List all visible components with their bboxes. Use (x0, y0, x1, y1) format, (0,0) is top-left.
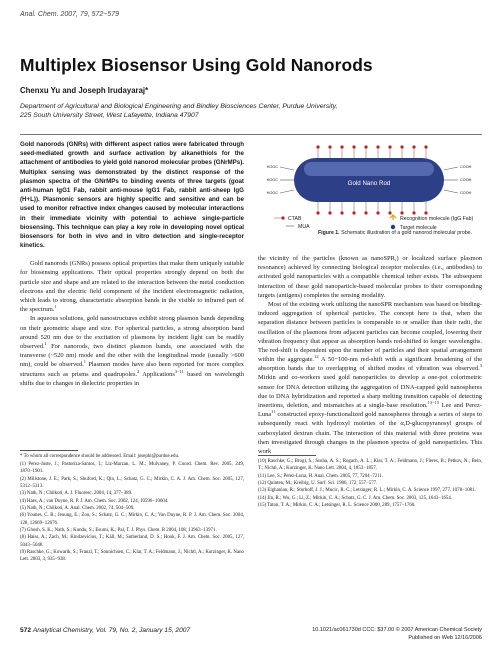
rod-label: Gold Nano Rod (347, 180, 391, 187)
reference-13: (13) Elghanian, R.; Storhoff, J. J.; Mucic, R. C.; Letsinger, R. L.; Mirkin, C. A. Science 1997, 277, 1078−1081. (258, 488, 476, 494)
right-column (258, 254, 482, 456)
gold-nanorod-highlight (304, 162, 434, 176)
reference-4: (4) Haes, A.; van Duyne, R. P. J. Am. Chem. Soc. 2002, 124, 10596−10604. (20, 498, 169, 504)
left-column (20, 140, 244, 388)
hooc-label-2: HOOC (266, 178, 278, 182)
reference-12: (12) Quinten, M.; Kreibig, U. Surf. Sci. 1986, 172, 557−577. (258, 481, 378, 487)
footnote-divider-left (20, 450, 78, 451)
mua-legend-label: MUA (298, 224, 310, 230)
nanorod-schematic (258, 140, 482, 242)
figure-number: Figure 1. (318, 230, 340, 236)
article-title: Multiplex Biosensor Using Gold Nanorods (20, 55, 373, 75)
reference-7: (7) Ghosh, S. K.; Nath, S.; Kundu, S.; Esumi, K.; Pal, T. J. Phys. Chem. B 2004, 108, 13963−13971. (20, 527, 217, 533)
reference-2: (2) Millstone, J. E.; Park, S.; Shuford, K.; Qin, L.; Schatz, G. C.; Mirkin, C. A. J. Am. Chem. Soc. 2005, 127, 5312−5313. (20, 476, 244, 489)
footer-doi: 10.1021/ac061730d CCC: $37.00 © 2007 American Chemical Society (312, 627, 482, 633)
legend-probe (390, 215, 474, 222)
journal-citation: Anal. Chem. 2007, 79, 572−579 (20, 11, 120, 18)
cooh-label-1: COOH (460, 165, 472, 169)
reference-14: (14) Jin, R.; Wu, G.; Li, Z.; Mirkin, C. A.; Schatz, G. C. J. Am. Chem. Soc. 2003, 125, 1643−1654. (258, 495, 453, 501)
figure-caption (318, 230, 483, 237)
affiliation-line-2: 225 South University Street, West Lafayette, Indiana 47907 (20, 112, 199, 119)
reference-15: (15) Taton, T. A.; Mirkin, C. A.; Letsinger, R. L. Science 2000, 289, 1757−1760. (258, 503, 416, 509)
abstract: Gold nanorods (GNRs) with different aspect ratios were fabricated through seed-mediated growth and surface activation by alkanethiols for the attachment of antibodies to yield gold nanorod molecular probes (GNrMPs). Multiplex sensing was demonstrated by the distinct response of the plasmon spectra of the GNrMPs to binding events of three targets (goat anti-human IgG1 Fab, rabbit anti-mouse IgG1 Fab, rabbit anti-sheep IgG (H+L)). Plasmonic sensors are highly specific and sensitive and can be used to monitor refractive index changes caused by molecular interactions in their immediate vicinity with potential to achieve single-particle biosensing. This technique can play a key role in developing novel optical biosensors for both in vivo and in vitro detection and single-receptor kinetics. (20, 141, 244, 250)
intro-paragraph-1: Gold nanorods (GNRs) possess optical properties that make them uniquely suitable for biosensing applications. Their optical properties strongly depend on both the particle size and shape and are related to the interaction between the metal conduction electrons and the electric field component of the incident electromagnetic radiation, which leads to strong, characteristic absorption bands in the visible to infrared part of the spectrum.$^1$ (20, 260, 244, 314)
reference-11: (11) Lee, S.; Perez-Luna, H. Anal. Chem. 2005, 77, 7204−7211. (258, 473, 384, 479)
article-authors: Chenxu Yu and Joseph Irudayaraj* (20, 86, 149, 95)
legend-ctab (274, 216, 302, 222)
intro-paragraph-2: In aqueous solutions, gold nanostructures exhibit strong plasmon bands depending on their geometric shape and size. For spherical particles, a strong absorption band around 520 nm due to the excitation of plasmons by incident light can be readily observed.$^1$ For nanorods, two distinct plasmon bands, one associated with the transverse (~520 nm) mode and the other with the longitudinal mode (usually >600 nm), could be observed.$^1$ Plasmon modes have also been reported for more complex structures such as prisms and quadrupoles.$^2$ Applications$^{3-11}$ based on wavelength shifts due to changes in dielectric properties in (20, 315, 244, 387)
reference-6: (6) Younes, C. R.; Jeoung, E.; Zou, S.; Schatz, G. C.; Mirkin, C. A.; Van Duyne, R. P. J. Am. Chem. Soc. 2004, 128, 12669−12676. (20, 513, 244, 526)
header-divider (20, 134, 482, 135)
figure-1 (258, 140, 482, 242)
reference-3: (3) Nath, N.; Chilkoti, A. J. Fluoresc. 2004, 14, 377−389. (20, 491, 133, 497)
journal-header (20, 11, 119, 19)
right-paragraph-1: the vicinity of the particles (known as nanoSPR,) or localized surface plasmon resonance) achieved by connecting biological receptor molecules (i.e., antibodies) to activated gold nanoparticles with a compatible chemical tether exists. The subsequent interaction of these gold nanoparticle-based molecular probes to their corresponding targets (antigens) completes the sensing modality. (258, 255, 482, 299)
figure-caption-text: Schematic illustration of a gold nanorod molecular probe. (341, 230, 472, 236)
probe-legend-label: Recognition molecule (IgG Fab) (400, 216, 474, 222)
hooc-label-3: HOOC (266, 191, 278, 195)
target-legend-label: Target molecule (400, 225, 437, 231)
cooh-label-3: COOH (460, 191, 472, 195)
footer-journal: Analytical Chemistry, Vol. 79, No. 2, January 15, 2007 (32, 627, 191, 634)
affiliation (20, 102, 337, 120)
reference-10: (10) Raschke, G.; Brogl, S.; Susha, A. S.; Rogach, A. L.; Klar, T. A.; Feldmann, J.; Fieres, B.; Petkov, N.; Bein, T.; Nichtl, A.; Kurzinger, K. Nano Lett. 2004, 4, 1853−1857. (258, 459, 482, 472)
left-body-text (20, 259, 244, 388)
footnotes-left (20, 453, 244, 564)
affiliation-line-1: Department of Agricultural and Biological Engineering and Bindley Biosciences Center, Purdue University, (20, 103, 338, 110)
legend-mua (286, 224, 310, 230)
page-footer-left (20, 627, 190, 634)
footer-published: Published on Web 12/16/2006 (408, 634, 482, 641)
correspondence-footnote: * To whom all correspondence should be addressed. Email: josephi@purdue.edu. (20, 454, 180, 459)
page-footer-right (312, 627, 482, 642)
mua-left-chains (280, 167, 294, 193)
mua-right-chains (444, 167, 458, 193)
footnote-divider-right (258, 455, 316, 456)
right-paragraph-2: Most of the existing work utilizing the nanoSPR mechanism was based on binding-induced aggregation of spherical particles. The concept here is that, when the separation distance between particles is comparable to or smaller than their radii, the oscillation of the plasmons from adjacent particles can become coupled, lowering their vibration frequency that appear as absorption bands red-shifted to longer wavelengths. The red-shift is dependent upon the number of particles and their spatial arrangement within the aggregate.$^{12}$ A 50−100-nm red-shift with a significant broadening of the absorption bands due to overlapping of shifted modes of vibration was observed.$^3$ Mirkin and co-workers used gold nanoparticles to develop a one-pot colorimetric sensor for DNA detection utilizing the aggregation of DNA-capped gold nanospheres due to DNA hybridization and reported a sharp melting transition capable of detecting insertions, deletion, and mismatches at a single-base resolution.$^{13-15}$ Lee and Perez-Luna$^{11}$ constructed epoxy-functionalized gold nanospheres through a series of steps to subsequently react with hydroxyl moieties of the α,D-glucopyranosyl groups of carboxylated dextran chain. The interaction of this material with three proteins was then investigated through changes in the plasmon spectra of gold nanoparticles. This work (258, 300, 482, 455)
ctab-legend-label: CTAB (288, 216, 302, 222)
reference-9: (9) Raschke, G.; Kowarik, S.; Franzl, T.; Sonnichsen, C.; Klar, T. A.; Feldmann, J.; Nichtl, A.; Kurzinger, K. Nano Lett. 2003, 3, 935−938. (20, 549, 244, 563)
cooh-label-2: COOH (460, 178, 472, 182)
reference-5: (5) Nath, N.; Chilkoti, A. Anal. Chem. 2002, 74, 504−509. (20, 505, 135, 511)
reference-8: (8) Haiss, A.; Zach, M.; Kindzevicius, T.; Käll, M.; Sutherland, D. S.; Hook, F. J. Am. Chem. Soc. 2005, 127, 5043−5048. (20, 535, 244, 548)
hooc-label-1: HOOC (266, 165, 278, 169)
footnotes-right (258, 458, 482, 509)
reference-1: (1) Perez-Juste, J.; Pastoriza-Santos, I.; Liz-Marzan, L. M.; Mulvaney, P. Coord. Chem. Rev. 2005, 249, 1870−1901. (20, 461, 244, 475)
page-number: 572 (20, 627, 32, 634)
